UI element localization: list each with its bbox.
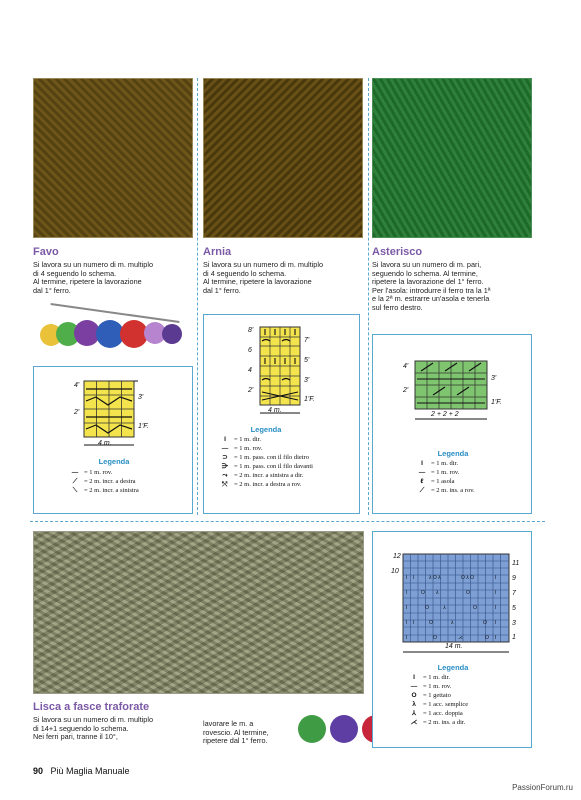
yarn-balls-illustration [40,306,190,358]
svg-text:λ O λ: λ O λ [429,575,441,581]
arnia-legend [216,435,313,489]
arnia-row-3: 3' [304,377,310,384]
svg-text:I: I [495,635,497,641]
lisca-row-7: 7 [512,590,516,597]
asterisco-swatch-image [372,78,532,238]
svg-text:I: I [495,590,497,596]
lisca-title: Lisca a fasce traforate [33,701,150,713]
arnia-legend-title: Legenda [250,425,282,434]
svg-text:I: I [406,605,408,611]
svg-text:I: I [406,635,408,641]
arnia-swatch-image [203,78,363,238]
legend-row: ⋌ = 2 m. ins. a dir. [410,719,466,726]
legend-row: I = 1 m. dir. [413,674,450,681]
asterisco-row-1: 1'F. [491,399,502,406]
arnia-width-label: 4 m. [268,407,282,414]
page-footer [33,761,130,779]
svg-text:O: O [425,605,429,611]
favo-legend [66,468,139,495]
lisca-row-3: 3 [512,620,516,627]
svg-text:I: I [413,575,415,581]
svg-text:⅄: ⅄ [443,605,447,611]
favo-width-label: 4 m. [98,440,112,447]
svg-text:O: O [429,620,433,626]
lisca-legend-title: Legenda [437,663,469,672]
lisca-row-10: 10 [391,568,399,575]
asterisco-row-3: 3' [491,375,497,382]
lisca-row-9: 9 [512,575,516,582]
legend-row: ⊃ = 1 m. pass. con il filo dietro [222,454,309,461]
svg-text:O λ O: O λ O [461,575,475,581]
favo-chart [34,375,192,457]
svg-text:O: O [473,605,477,611]
yarn-ball-purple [330,715,358,743]
arnia-row-5: 5' [304,357,310,364]
column-divider-left [197,78,198,515]
legend-row: — = 1 m. rov. [71,469,113,476]
lisca-swatch-image [33,531,364,694]
svg-text:I: I [495,605,497,611]
svg-text:I: I [413,620,415,626]
legend-row: I = 1 m. dir. [421,460,458,467]
lisca-row-11: 11 [512,560,520,567]
svg-text:λ: λ [436,590,439,596]
arnia-row-7: 7' [304,337,310,344]
legend-row: — = 1 m. rov. [418,469,460,476]
svg-text:I: I [406,620,408,626]
lisca-description-col1: Si lavora su un numero di m. multiplo di 14+1 seguendo lo schema. Nei ferri pari, tranne il 10°, [33,715,154,742]
favo-row-2: 2' [74,409,80,416]
svg-text:O: O [421,590,425,596]
legend-row: λ = 1 acc. semplice [412,701,469,708]
legend-row: ℓ = 1 asola [420,478,455,485]
legend-row: — = 1 m. rov. [410,683,452,690]
asterisco-chart [373,347,531,437]
legend-row: ⅄ = 1 acc. doppia [412,710,463,717]
lisca-row-1: 1 [512,634,516,641]
watermark: PassionForum.ru [512,783,573,792]
favo-description: Si lavora su un numero di m. multiplo di 4 seguendo lo schema. Al termine, ripetere la lavorazione dal 1° ferro. [33,260,154,295]
favo-row-4: 4' [74,382,80,389]
svg-text:λ: λ [451,620,454,626]
arnia-chart-box [203,314,360,514]
legend-row: ⟋ = 2 m. ins. a rov. [419,487,475,494]
arnia-row-4: 4 [248,367,252,374]
asterisco-legend-title: Legenda [437,449,469,458]
arnia-chart [204,323,359,419]
asterisco-width-label: 2 + 2 + 2 [431,411,459,418]
svg-text:O: O [433,635,437,641]
favo-row-3: 3' [138,394,144,401]
legend-row: O = 1 gettato [411,692,451,699]
asterisco-row-4: 4' [403,363,409,370]
arnia-description: Si lavora su un numero di m. multiplo di 4 seguendo lo schema. Al termine, ripetere la lavorazione dal 1° ferro. [203,260,324,295]
lisca-description-col2: lavorare le m. a rovescio. Al termine, ripetere dal 1° ferro. [203,719,269,746]
asterisco-description: Si lavora su un numero di m. pari, seguendo lo schema. Al termine, ripetere la lavorazione del 1° ferro. Per l'asola: introdurre il ferro tra la 1ª e la 2ª m. estrarre un'asola e tenerla sul ferro destro. [372,260,491,312]
column-divider-right [368,78,369,515]
lisca-chart-box [372,531,532,748]
asterisco-title: Asterisco [372,246,423,258]
lisca-width-label: 14 m. [445,643,463,650]
svg-text:I: I [406,590,408,596]
svg-text:I: I [406,575,408,581]
asterisco-legend [413,459,475,495]
svg-text:O: O [483,620,487,626]
favo-chart-box [33,366,193,514]
legend-row: ⋺ = 1 m. pass. con il filo davanti [221,463,313,470]
svg-text:⋌: ⋌ [458,635,463,641]
arnia-title: Arnia [203,246,232,258]
legend-row: ⟋ = 2 m. incr. a destra [72,478,136,485]
svg-text:I: I [495,575,497,581]
favo-legend-title: Legenda [98,457,130,466]
lisca-row-12: 12 [393,553,401,560]
yarn-ball-green [298,715,326,743]
favo-swatch-image [33,78,193,238]
asterisco-row-2: 2' [403,387,409,394]
lisca-row-5: 5 [512,605,516,612]
yarn-ball-violet [162,324,182,344]
legend-row: I = 1 m. dir. [224,436,261,443]
favo-title: Favo [33,246,59,258]
lisca-legend [405,673,468,727]
favo-row-1: 1'F. [138,423,149,430]
legend-row: ⤲ = 2 m. incr. a destra a rov. [222,481,302,488]
svg-text:O: O [466,590,470,596]
arnia-row-2: 2' [248,387,254,394]
asterisco-chart-box [372,334,532,514]
magazine-name: Più Maglia Manuale [50,766,130,776]
arnia-row-1: 1'F. [304,396,315,403]
arnia-row-8: 8' [248,327,254,334]
svg-text:O: O [485,635,489,641]
legend-row: — = 1 m. rov. [221,445,263,452]
svg-text:I: I [495,620,497,626]
legend-row: ⤳ = 2 m. incr. a sinistra a dir. [222,472,304,479]
arnia-row-6: 6 [248,347,252,354]
section-divider [30,521,545,522]
legend-row: ⟍ = 2 m. incr. a sinistra [72,487,139,494]
page-number: 90 [33,766,44,776]
